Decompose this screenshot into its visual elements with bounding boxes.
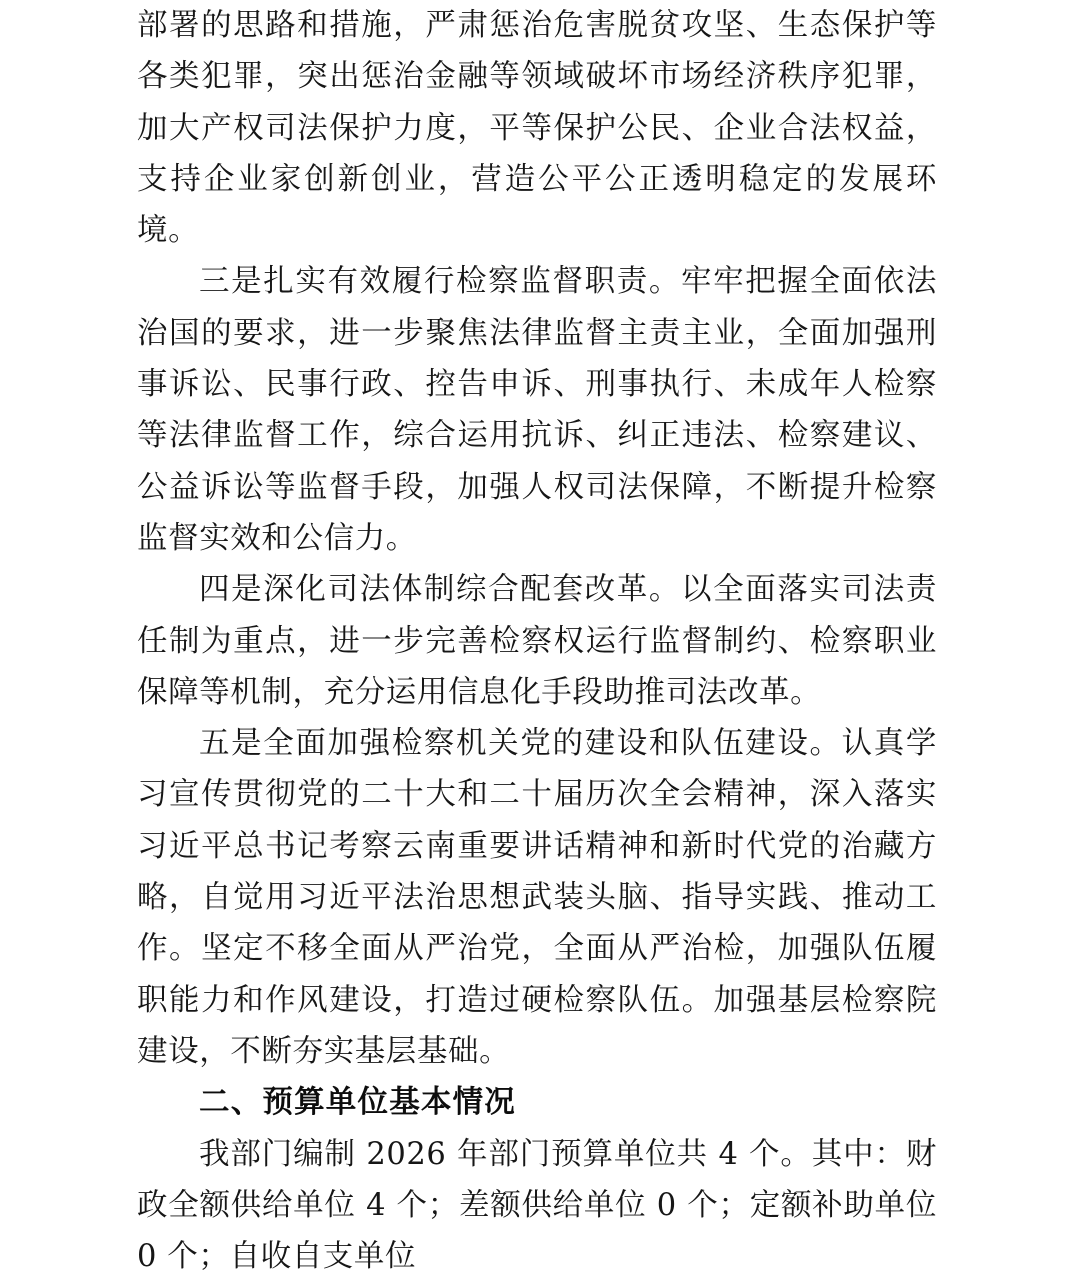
paragraph-continuation: 部署的思路和措施，严肃惩治危害脱贫攻坚、生态保护等各类犯罪，突出惩治金融等领域破坏市场经济秩序犯罪，加大产权司法保护力度，平等保护公民、企业合法权益，支持企业家创新创业，营造公平公正透明稳定的发展环境。 [137, 8, 937, 249]
document-text-column [137, 0, 937, 1282]
section-heading-budget-units: 二、预算单位基本情况 [199, 1085, 516, 1121]
paragraph-item-four: 四是深化司法体制综合配套改革。以全面落实司法责任制为重点，进一步完善检察权运行监督制约、检察职业保障等机制，充分运用信息化手段助推司法改革。 [137, 572, 937, 710]
paragraph-item-five: 五是全面加强检察机关党的建设和队伍建设。认真学习宣传贯彻党的二十大和二十届历次全会精神，深入落实习近平总书记考察云南重要讲话精神和新时代党的治藏方略，自觉用习近平法治思想武装头脑、指导实践、推动工作。坚定不移全面从严治党，全面从严治检，加强队伍履职能力和作风建设，打造过硬检察队伍。加强基层检察院建设，不断夯实基层基础。 [137, 726, 937, 1069]
paragraph-budget-units: 我部门编制 2026 年部门预算单位共 4 个。其中：财政全额供给单位 4 个；差额供给单位 0 个；定额补助单位 0 个；自收自支单位 [137, 1136, 937, 1275]
paragraph-item-three: 三是扎实有效履行检察监督职责。牢牢把握全面依法治国的要求，进一步聚焦法律监督主责主业，全面加强刑事诉讼、民事行政、控告申诉、刑事执行、未成年人检察等法律监督工作，综合运用抗诉、纠正违法、检察建议、公益诉讼等监督手段，加强人权司法保障，不断提升检察监督实效和公信力。 [137, 264, 937, 556]
